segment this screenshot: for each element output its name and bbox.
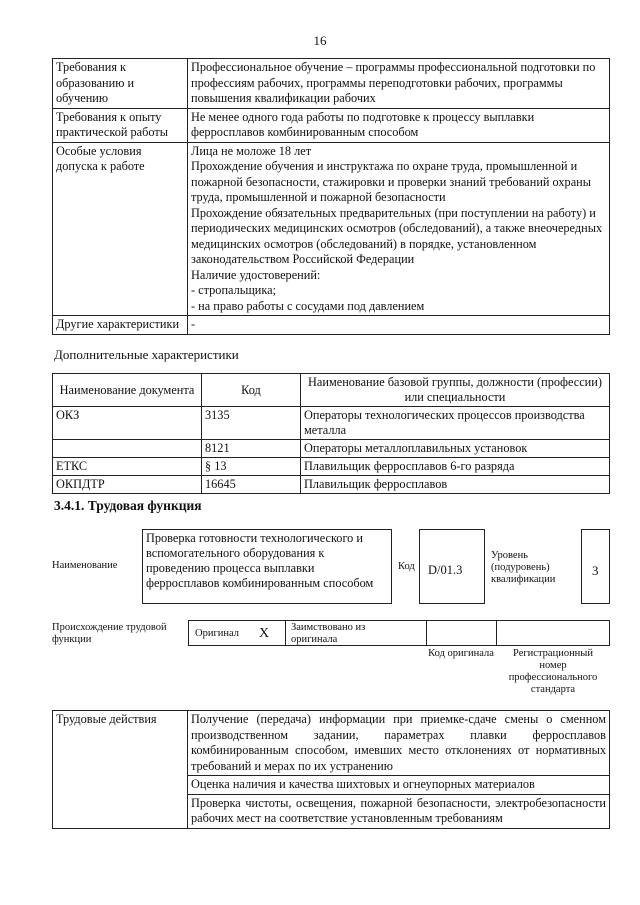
labor-actions-table: [52, 710, 610, 829]
table-header-row: [53, 374, 610, 407]
code-cell: 3135: [202, 407, 301, 440]
name-cell: Операторы технологических процессов производства металла: [301, 407, 610, 440]
table-row: [53, 316, 610, 335]
reg-number-caption: Регистрационный номер профессионального стандарта: [508, 648, 598, 695]
header-cell: Наименование документа: [53, 374, 202, 407]
value-line: Не менее одного года работы по подготовке к процессу выплавки ферросплавов комбинированным способом: [191, 109, 535, 139]
level-label: Уровень (подуровень) квалификации: [491, 550, 556, 585]
table-row: [53, 711, 610, 776]
value-line: - стропальщика;: [191, 283, 277, 297]
actions-label: Трудовые действия: [53, 711, 188, 829]
reg-number-box: [496, 620, 610, 646]
borrowed-box: [285, 620, 427, 646]
row-value: [188, 142, 610, 316]
table-row: [53, 142, 610, 316]
row-label: Требования к опыту практической работы: [53, 108, 188, 142]
code-original-box: [426, 620, 497, 646]
doc-cell: ОКПДТР: [53, 476, 202, 494]
value-line: Профессиональное обучение – программы профессиональной подготовки по профессиям рабочих, программы переподготовки рабочих, программы повышения квалификации рабочих: [191, 60, 596, 105]
row-value: [188, 316, 610, 335]
doc-cell: ЕТКС: [53, 458, 202, 476]
doc-cell: [53, 440, 202, 458]
function-heading: 3.4.1. Трудовая функция: [54, 498, 202, 513]
additional-table: [52, 373, 610, 494]
level-value: 3: [592, 563, 599, 578]
code-cell: 16645: [202, 476, 301, 494]
name-cell: Плавильщик ферросплавов: [301, 476, 610, 494]
header-cell: Код: [202, 374, 301, 407]
function-name-box: [142, 529, 392, 604]
table-row: [53, 476, 610, 494]
row-label: Другие характеристики: [53, 316, 188, 335]
code-original-caption: Код оригинала: [428, 648, 494, 659]
name-cell: Операторы металлоплавильных установок: [301, 440, 610, 458]
function-code: D/01.3: [428, 563, 463, 577]
action-item: Проверка чистоты, освещения, пожарной безопасности, электробезопасности рабочих мест на соответствие установленным требованиям: [188, 794, 610, 828]
row-label: Особые условия допуска к работе: [53, 142, 188, 316]
name-label: Наименование: [52, 560, 118, 571]
value-line: -: [191, 317, 196, 331]
value-line: Прохождение обязательных предварительных (при поступлении на работу) и периодических медицинских осмотров (обследований), а также внеочередных медицинских осмотров (обследований) в порядке, установленном законодательством Российской Федерации: [191, 205, 603, 266]
origin-label: Происхождение трудовой функции: [52, 622, 167, 645]
code-cell: 8121: [202, 440, 301, 458]
table-row: [53, 458, 610, 476]
borrowed-label: Заимствовано из оригинала: [291, 622, 366, 645]
additional-title: Дополнительные характеристики: [54, 347, 239, 362]
row-value: [188, 108, 610, 142]
action-item: Получение (передача) информации при приемке-сдаче смены о сменном производственном задании, параметрах плавки ферросплавов комбинированным способом, имевших место отклонениях от нормативных требований и мерах по их устранению: [188, 711, 610, 776]
page-number: 16: [313, 33, 327, 48]
code-cell: § 13: [202, 458, 301, 476]
header-cell: Наименование базовой группы, должности (профессии) или специальности: [301, 374, 610, 407]
table-row: [53, 407, 610, 440]
table-row: [53, 108, 610, 142]
code-label: Код: [398, 561, 415, 572]
requirements-table: [52, 58, 610, 335]
function-code-box: [419, 529, 485, 604]
level-box: [581, 529, 610, 604]
value-line: Наличие удостоверений:: [191, 267, 321, 282]
table-row: [53, 59, 610, 109]
function-name: Проверка готовности технологического и вспомогательного оборудования к проведению процесса выплавки ферросплавов комбинированным способом: [146, 531, 374, 590]
original-label: Оригинал: [195, 628, 239, 639]
action-item: Оценка наличия и качества шихтовых и огнеупорных материалов: [188, 776, 610, 795]
row-value: [188, 59, 610, 109]
value-line: - на право работы с сосудами под давлением: [191, 298, 425, 313]
row-label: Требования к образованию и обучению: [53, 59, 188, 109]
value-line: Прохождение обучения и инструктажа по охране труда, промышленной и пожарной безопасности, стажировки и проверки знаний требований охраны труда, промышленной и пожарной безопасности: [191, 159, 591, 204]
doc-cell: ОКЗ: [53, 407, 202, 440]
name-cell: Плавильщик ферросплавов 6-го разряда: [301, 458, 610, 476]
origin-original-box: [188, 620, 286, 646]
value-line: Лица не моложе 18 лет: [191, 143, 312, 158]
table-row: [53, 440, 610, 458]
original-mark: X: [259, 626, 270, 641]
